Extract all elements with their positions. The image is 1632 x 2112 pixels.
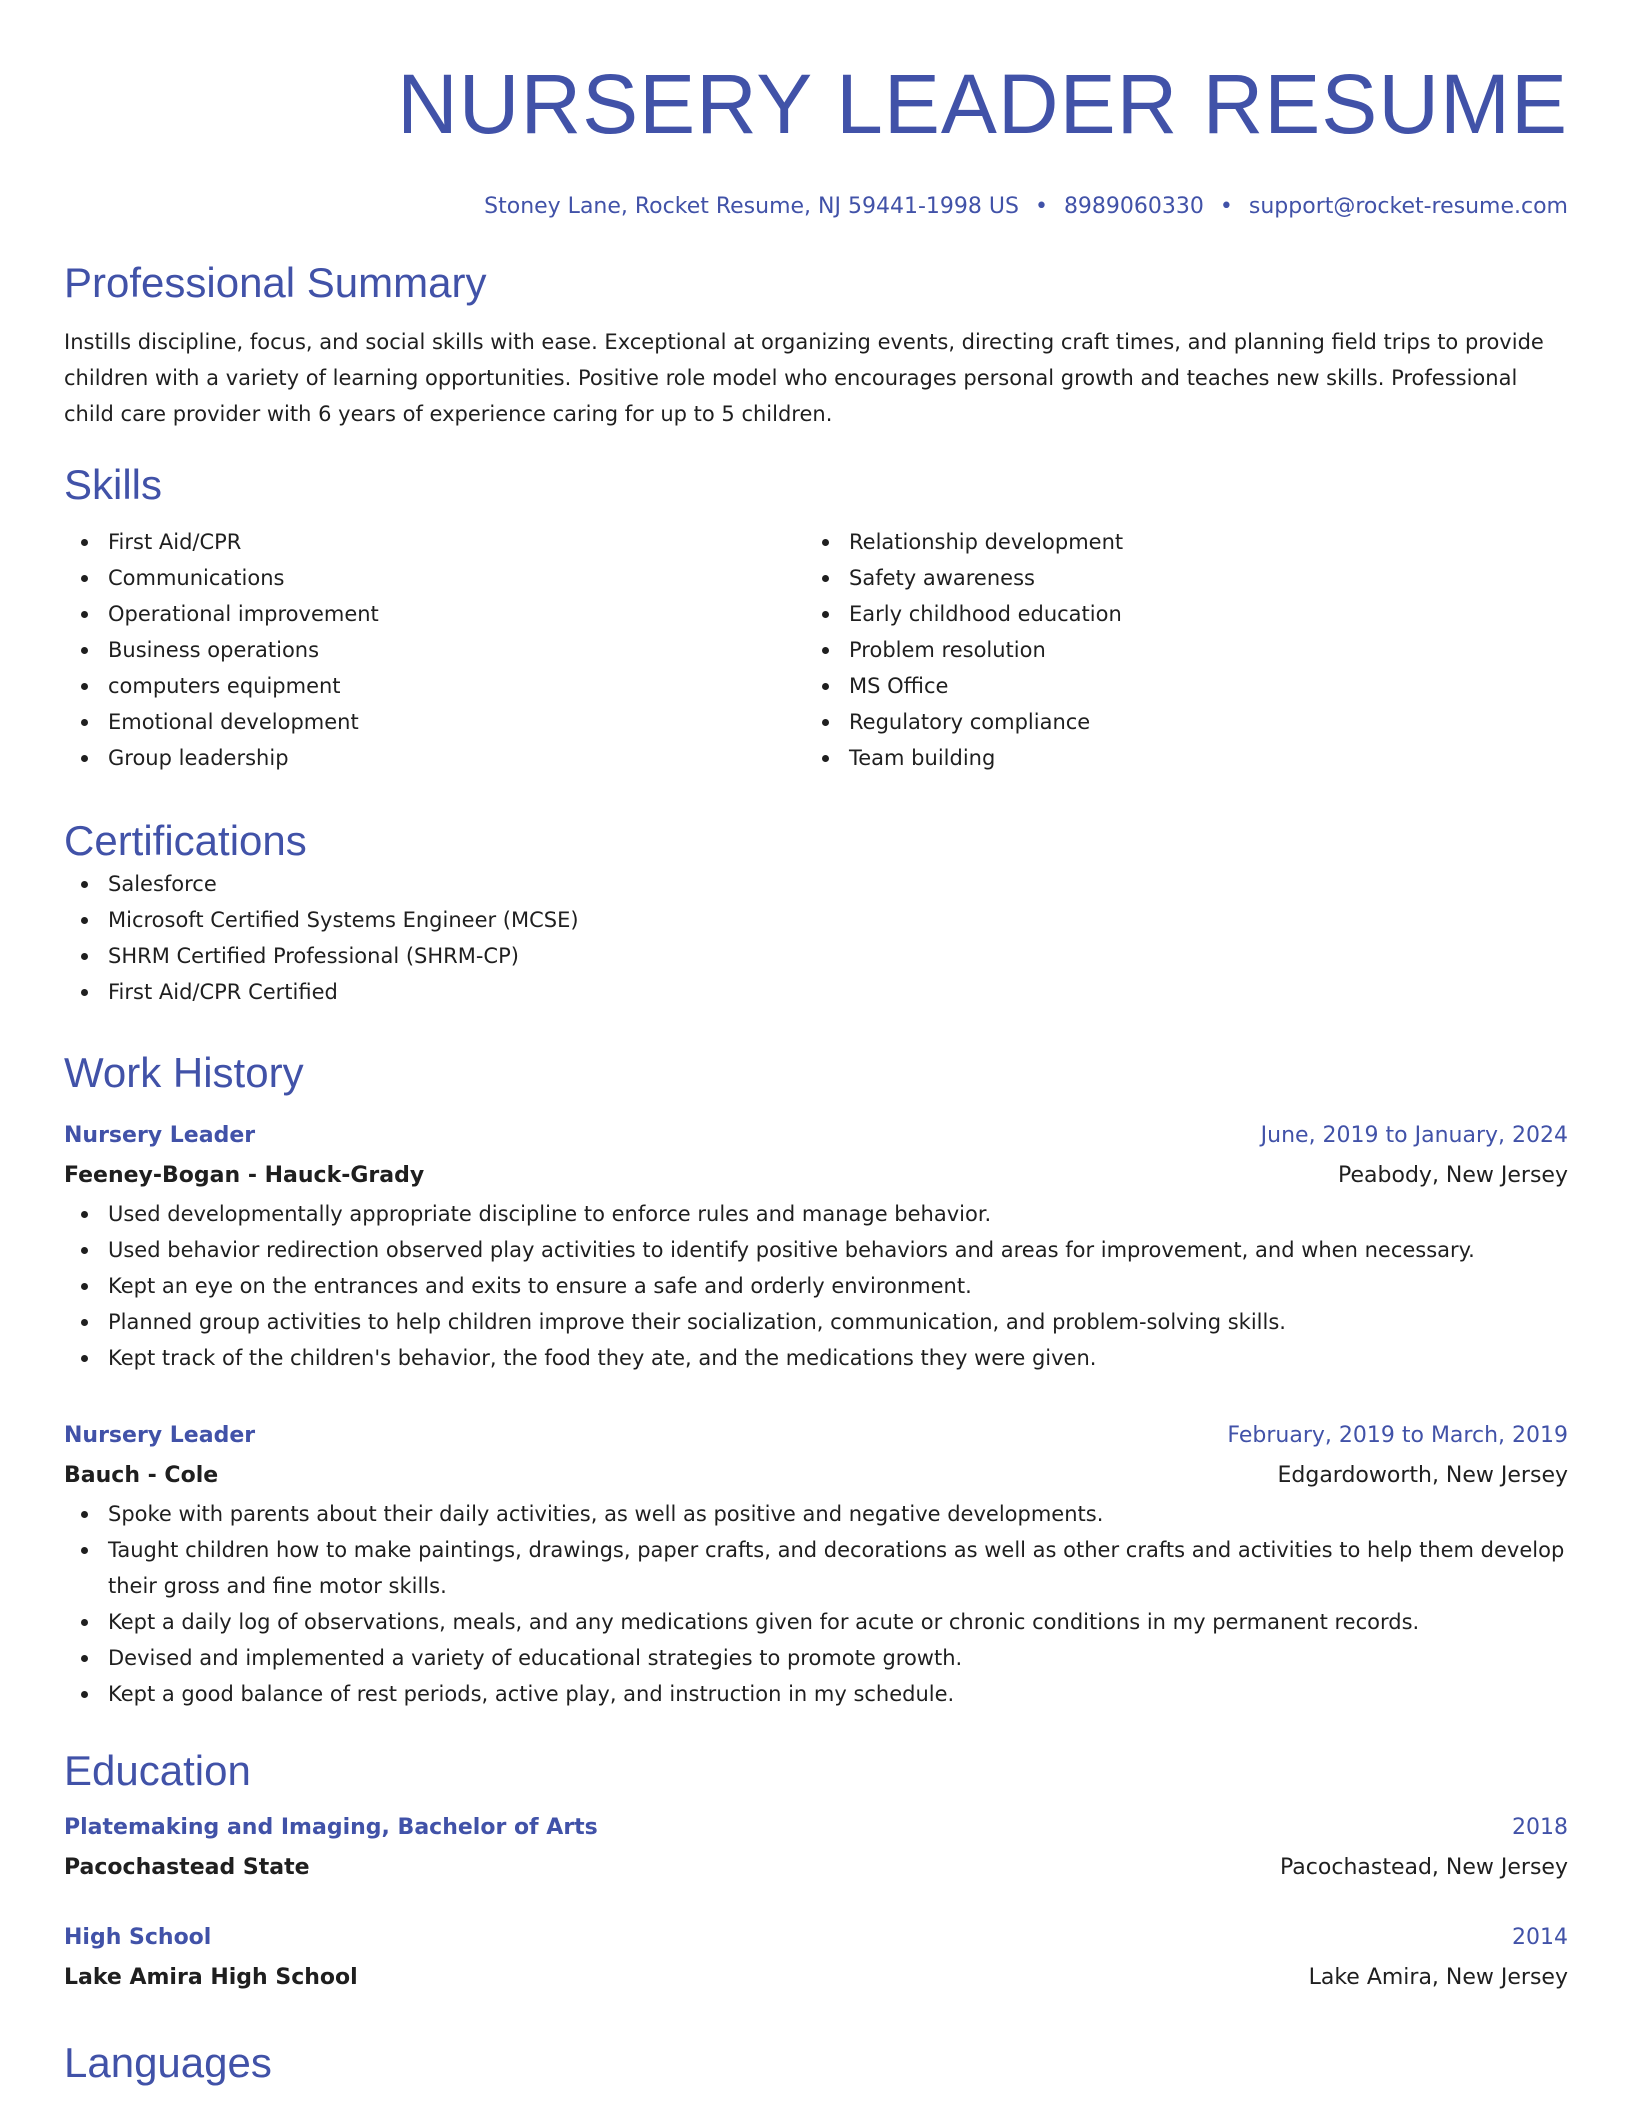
skill-item: First Aid/CPR: [64, 524, 805, 560]
skills-grid: [64, 524, 1568, 776]
job-dates: February, 2019 to March, 2019: [1227, 1423, 1568, 1448]
job-bullet: Kept a daily log of observations, meals, and any medications given for acute or chronic conditions in my permanent records.: [64, 1604, 1568, 1640]
job-bullet: Kept a good balance of rest periods, active play, and instruction in my schedule.: [64, 1676, 1568, 1712]
skill-item: Emotional development: [64, 704, 805, 740]
section-title-work-history: Work History: [64, 1049, 304, 1096]
certification-item: First Aid/CPR Certified: [64, 974, 1568, 1010]
contact-separator: •: [1219, 194, 1233, 219]
education-degree: High School: [64, 1925, 212, 1950]
summary-text: Instills discipline, focus, and social skills with ease. Exceptional at organizing events, directing craft times, and planning field trips to provide children with a variety of learning opportunities. Positive role model who encourages personal growth and teaches new skills. Professional child care provider with 6 years of experience caring for up to 5 children.: [64, 330, 1544, 426]
section-title-education: Education: [64, 1747, 251, 1794]
job-company-row: [64, 1156, 1568, 1196]
job-company: Feeney-Bogan - Hauck-Grady: [64, 1163, 425, 1188]
education-degree: Platemaking and Imaging, Bachelor of Arts: [64, 1815, 598, 1840]
contact-email: support@rocket-resume.com: [1248, 194, 1568, 219]
section-title-summary: Professional Summary: [64, 259, 487, 306]
job-header-row: [64, 1416, 1568, 1456]
job-bullet: Used developmentally appropriate discipline to enforce rules and manage behavior.: [64, 1196, 1568, 1232]
job-bullet: Devised and implemented a variety of educational strategies to promote growth.: [64, 1640, 1568, 1676]
skill-item: Operational improvement: [64, 596, 805, 632]
skill-item: MS Office: [805, 668, 1546, 704]
job-bullet: Planned group activities to help children improve their socialization, communication, and problem-solving skills.: [64, 1304, 1568, 1340]
contact-separator: •: [1034, 194, 1048, 219]
contact-line: [64, 192, 1568, 222]
section-title-skills: Skills: [64, 461, 163, 508]
skill-item: computers equipment: [64, 668, 805, 704]
resume-title: NURSERY LEADER RESUME: [397, 57, 1568, 151]
certifications-list: [64, 866, 1568, 1010]
contact-phone: 8989060330: [1063, 194, 1204, 219]
education-entry: [64, 1918, 1568, 1998]
resume-header: [64, 56, 1568, 222]
skill-item: Safety awareness: [805, 560, 1546, 596]
skill-item: Problem resolution: [805, 632, 1546, 668]
job-bullet: Used behavior redirection observed play activities to identify positive behaviors and areas for improvement, and when necessary.: [64, 1232, 1568, 1268]
skill-item: Business operations: [64, 632, 805, 668]
certification-item: SHRM Certified Professional (SHRM-CP): [64, 938, 1568, 974]
certification-item: Salesforce: [64, 866, 1568, 902]
education-location: Pacochastead, New Jersey: [1280, 1855, 1568, 1880]
job-bullet: Spoke with parents about their daily activities, as well as positive and negative developments.: [64, 1496, 1568, 1532]
education-header-row: [64, 1918, 1568, 1958]
skill-item: Team building: [805, 740, 1546, 776]
skills-list-right: [805, 524, 1546, 776]
education-year: 2018: [1512, 1815, 1568, 1840]
skills-list-left: [64, 524, 805, 776]
job-bullet: Taught children how to make paintings, drawings, paper crafts, and decorations as well as other crafts and activities to help them develop their gross and fine motor skills.: [64, 1532, 1568, 1604]
job-role: Nursery Leader: [64, 1423, 256, 1448]
job-company: Bauch - Cole: [64, 1463, 219, 1488]
job-header-row: [64, 1116, 1568, 1156]
education-entry: [64, 1808, 1568, 1888]
education-school: Pacochastead State: [64, 1855, 310, 1880]
job-bullet: Kept track of the children's behavior, the food they ate, and the medications they were given.: [64, 1340, 1568, 1376]
section-title-certifications: Certifications: [64, 817, 307, 864]
contact-address: Stoney Lane, Rocket Resume, NJ 59441-1998 US: [484, 194, 1019, 219]
education-school: Lake Amira High School: [64, 1965, 358, 1990]
skill-item: Regulatory compliance: [805, 704, 1546, 740]
education-school-row: [64, 1848, 1568, 1888]
job-location: Edgardoworth, New Jersey: [1277, 1463, 1568, 1488]
education-school-row: [64, 1958, 1568, 1998]
section-title-languages: Languages: [64, 2039, 272, 2086]
job-bullets: [64, 1496, 1568, 1712]
education-year: 2014: [1512, 1925, 1568, 1950]
job-location: Peabody, New Jersey: [1338, 1163, 1568, 1188]
skill-item: Early childhood education: [805, 596, 1546, 632]
job-role: Nursery Leader: [64, 1123, 256, 1148]
skill-item: Relationship development: [805, 524, 1546, 560]
job-entry: [64, 1116, 1568, 1376]
skill-item: Group leadership: [64, 740, 805, 776]
job-dates: June, 2019 to January, 2024: [1260, 1123, 1568, 1148]
skill-item: Communications: [64, 560, 805, 596]
job-company-row: [64, 1456, 1568, 1496]
job-bullet: Kept an eye on the entrances and exits to ensure a safe and orderly environment.: [64, 1268, 1568, 1304]
education-header-row: [64, 1808, 1568, 1848]
job-bullets: [64, 1196, 1568, 1376]
certification-item: Microsoft Certified Systems Engineer (MCSE): [64, 902, 1568, 938]
job-entry: [64, 1416, 1568, 1712]
education-location: Lake Amira, New Jersey: [1308, 1965, 1568, 1990]
